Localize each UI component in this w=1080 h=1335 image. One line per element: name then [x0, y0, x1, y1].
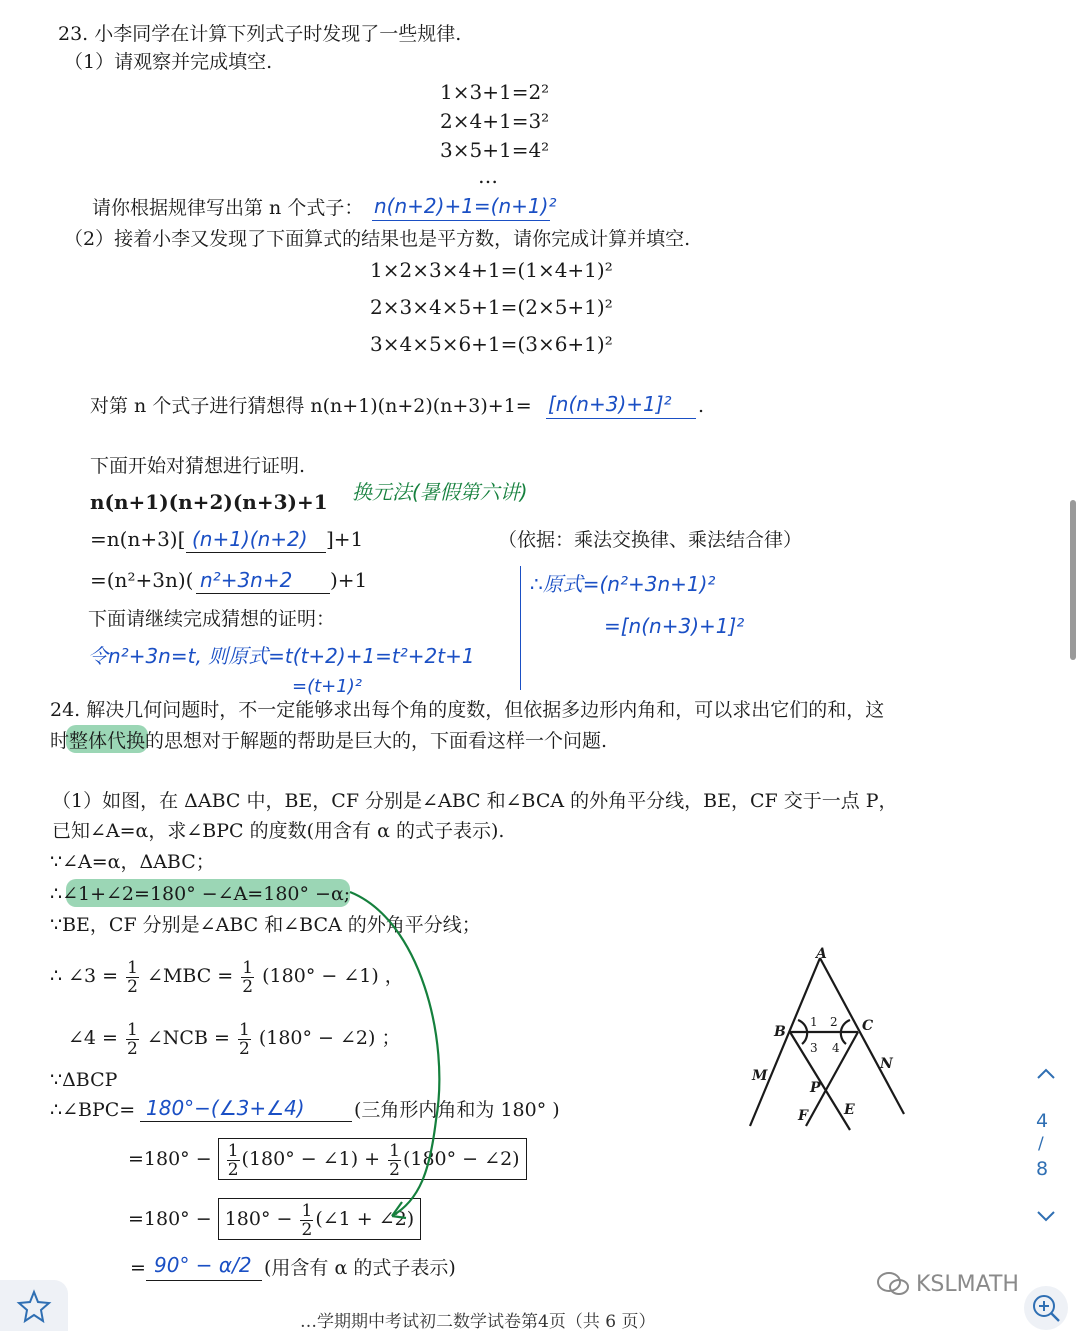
fraction-half: $\frac{1}{2}$: [242, 957, 254, 997]
step-7-answer: 180°−(∠3+∠4): [146, 1096, 305, 1120]
q23-title: 23. 小李同学在计算下列式子时发现了一些规律.: [58, 23, 462, 45]
proof-line-3-pre: =(n²+3n)(: [90, 568, 194, 592]
example2-3: 3×4×5×6+1=(3×6+1)²: [370, 332, 613, 356]
green-note: 换元法(暑假第六讲): [352, 480, 528, 504]
q23-part1-instruction: （1）请观察并完成填空.: [64, 51, 273, 73]
triangle-figure: [740, 940, 920, 1140]
step-8-bracket: $\frac{1}{2}$ (180° − ∠1) + $\frac{1}{2}$ (180° − ∠2): [218, 1138, 527, 1180]
step-10-answer: 90° − α/2: [154, 1253, 252, 1277]
guess-prompt: 对第 n 个式子进行猜想得 n(n+1)(n+2)(n+3)+1=: [90, 395, 532, 417]
fraction-half: $\frac{1}{2}$: [127, 1019, 138, 1059]
label-B: B: [774, 1024, 786, 1040]
q23-part2-instruction: （2）接着小李又发现了下面算式的结果也是平方数，请你完成计算并填空.: [64, 228, 691, 250]
proof-line-2-underline: [186, 552, 326, 553]
angle-2: 2: [830, 1015, 838, 1029]
step-9-bracket: 180° − $\frac{1}{2}$ (∠1 + ∠2): [218, 1198, 421, 1240]
step-7-basis: (三角形内角和为 180° ): [354, 1099, 560, 1121]
star-icon: [0, 1280, 68, 1331]
scrollbar[interactable]: [1070, 500, 1076, 660]
angle-3: 3: [810, 1041, 818, 1055]
q24-part1-2: 已知∠A=α，求∠BPC 的度数(用含有 α 的式子表示).: [52, 820, 505, 842]
watermark-text: KSLMATH: [916, 1271, 1019, 1297]
step-7-pre: ∴∠BPC=: [50, 1099, 136, 1121]
chevron-down-icon[interactable]: [1032, 1204, 1060, 1228]
step-8: =180° − $\frac{1}{2}$ (180° − ∠1) + $\frac{1}{2}$ (180° − ∠2): [128, 1138, 527, 1180]
label-E: E: [844, 1102, 855, 1118]
proof-line-2-answer: (n+1)(n+2): [192, 527, 308, 551]
q24-intro-1: 24. 解决几何问题时，不一定能够求出每个角的度数，但依据多边形内角和，可以求出它们的和，这: [50, 699, 885, 721]
nth-answer-underline: [372, 220, 550, 221]
wechat-icon: [876, 1270, 910, 1298]
line-AN: [820, 958, 904, 1114]
q24-intro-2: 时整体代换的思想对于解题的帮助是巨大的，下面看这样一个问题.: [50, 730, 608, 752]
step-7-underline: [140, 1121, 352, 1122]
proof-line-3-post: )+1: [330, 568, 368, 592]
step-5: ∠4 = $\frac{1}{2}$ ∠NCB = $\frac{1}{2}$ (180° − ∠2) ；: [68, 1019, 401, 1059]
example2-2: 2×3×4×5+1=(2×5+1)²: [370, 295, 613, 319]
green-arrow: [340, 880, 460, 1230]
example2-1: 1×2×3×4+1=(1×4+1)²: [370, 258, 613, 282]
guess-answer: [n(n+3)+1]²: [548, 392, 672, 416]
example-3: 3×5+1=4²: [440, 138, 550, 162]
guess-answer-underline: [546, 418, 696, 419]
zoom-in-icon: [1024, 1286, 1068, 1330]
chevron-up-icon[interactable]: [1032, 1062, 1060, 1086]
page-number-current: 4: [1036, 1110, 1049, 1132]
step-4: ∴ ∠3 = $\frac{1}{2}$ ∠MBC = $\frac{1}{2}$ (180° − ∠1) ，: [50, 957, 404, 997]
hand-divider-line: [520, 566, 521, 690]
proof-line-2-basis: （依据：乘法交换律、乘法结合律）: [498, 529, 803, 551]
step-10-pre: =: [130, 1257, 146, 1279]
bookmark-button[interactable]: [0, 1280, 68, 1331]
proof-line-3-underline: [196, 593, 330, 594]
proof-intro: 下面开始对猜想进行证明.: [90, 455, 306, 477]
fraction-half: $\frac{1}{2}$: [238, 1019, 250, 1059]
zoom-in-button[interactable]: [1024, 1286, 1068, 1330]
hand-proof-2: =(t+1)²: [292, 676, 362, 697]
fraction-half: $\frac{1}{2}$: [127, 957, 138, 997]
step-10-underline: [146, 1280, 262, 1281]
example-1: 1×3+1=2²: [440, 80, 550, 104]
watermark: [876, 1270, 1019, 1298]
page-number-total: 8: [1036, 1158, 1049, 1180]
step-1: ∵∠A=α，ΔABC；: [50, 851, 215, 873]
page-footer: …学期期中考试初二数学试卷第4页（共 6 页）: [300, 1312, 656, 1332]
proof-line-3-answer: n²+3n+2: [200, 568, 293, 592]
guess-end: .: [698, 395, 705, 417]
step-10-post: (用含有 α 的式子表示): [264, 1257, 456, 1279]
label-P: P: [810, 1080, 821, 1096]
angle-4: 4: [832, 1041, 840, 1055]
example-2: 2×4+1=3²: [440, 109, 550, 133]
example-ellipsis: …: [478, 164, 498, 188]
q24-part1-1: （1）如图，在 ΔABC 中，BE，CF 分别是∠ABC 和∠BCA 的外角平分线，BE，CF 交于一点 P，: [52, 790, 898, 812]
label-M: M: [752, 1068, 768, 1084]
hand-proof-1: 令n²+3n=t, 则原式=t(t+2)+1=t²+2t+1: [88, 644, 475, 668]
label-N: N: [880, 1056, 893, 1072]
nth-answer: n(n+2)+1=(n+1)²: [374, 194, 557, 218]
step-6: ∵ΔBCP: [50, 1069, 118, 1091]
hand-proof-3: ∴原式=(n²+3n+1)²: [530, 572, 716, 596]
nth-prompt: 请你根据规律写出第 n 个式子：: [92, 197, 364, 219]
continue-prompt: 下面请继续完成猜想的证明：: [88, 608, 336, 630]
proof-line-2-post: ]+1: [326, 527, 364, 551]
label-A: A: [816, 946, 827, 962]
proof-line-2-pre: =n(n+3)[: [90, 527, 186, 551]
label-F: F: [798, 1108, 808, 1124]
proof-line-1: n(n+1)(n+2)(n+3)+1: [90, 490, 328, 514]
hand-proof-4: =[n(n+3)+1]²: [604, 614, 745, 638]
label-C: C: [862, 1018, 874, 1034]
step-3: ∵BE，CF 分别是∠ABC 和∠BCA 的外角平分线；: [50, 914, 481, 936]
step-2: ∴∠1+∠2=180° −∠A=180° −α;: [50, 883, 351, 905]
angle-1: 1: [810, 1015, 818, 1029]
step-9: =180° − 180° − $\frac{1}{2}$ (∠1 + ∠2): [128, 1198, 421, 1240]
page-number-separator: /: [1038, 1134, 1044, 1154]
